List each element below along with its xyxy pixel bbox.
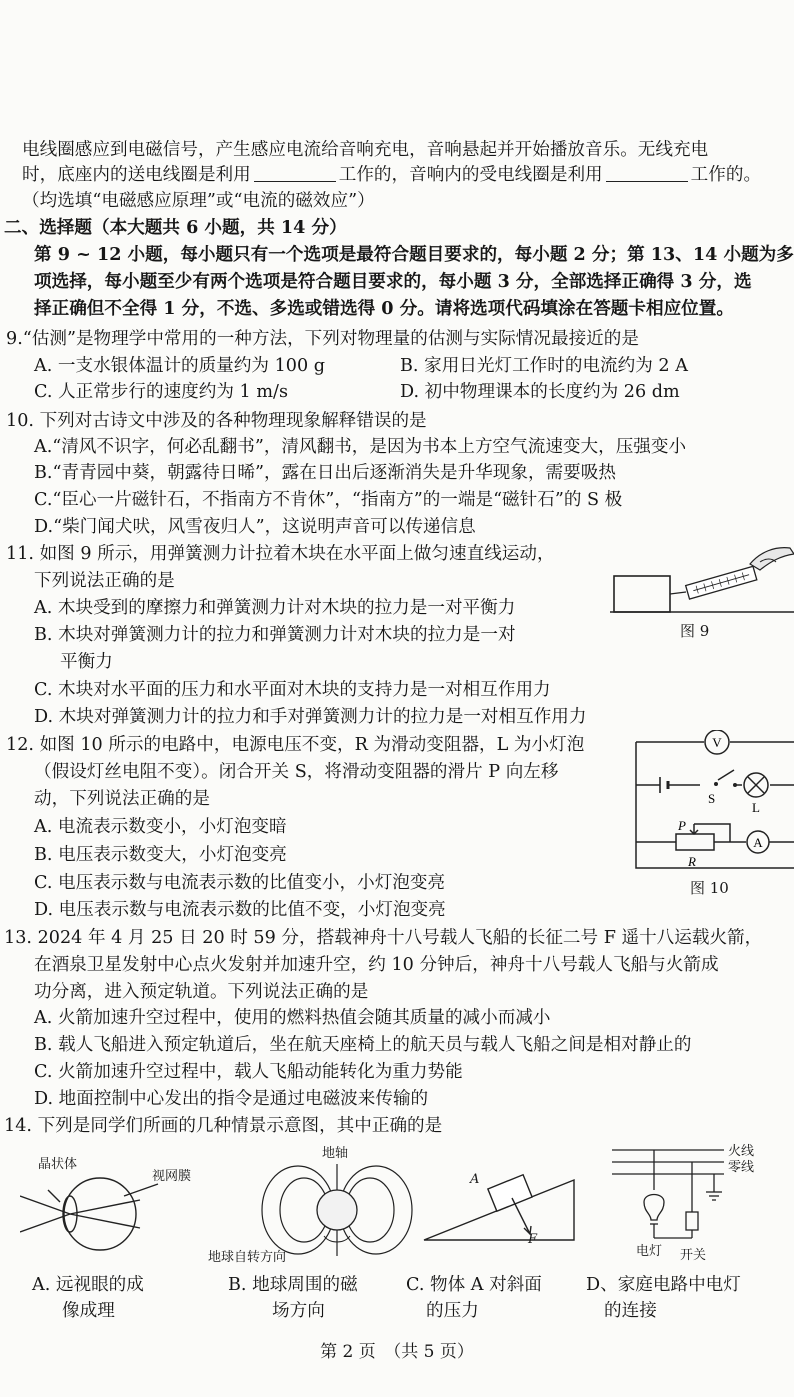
q13-option-a[interactable]: A. 火箭加速升空过程中，使用的燃料热值会随其质量的减小而减小 (34, 1008, 551, 1028)
figure-neutral-wire-label: 零线 (728, 1160, 755, 1175)
q8-line2 (22, 163, 761, 187)
figure-earth-caption-2[interactable]: 场方向 (272, 1301, 325, 1321)
page-footer: 第 2 页 （共 5 页） (320, 1342, 474, 1362)
figure-eye (20, 1170, 200, 1266)
q8-line3: （均选填“电磁感应原理”或“电流的磁效应”） (22, 191, 375, 211)
q9-option-a[interactable]: A. 一支水银体温计的质量约为 100 g (34, 356, 326, 376)
figure-earth-axis-label: 地轴 (322, 1146, 349, 1161)
q12-option-a[interactable]: A. 电流表示数变小，小灯泡变暗 (34, 817, 287, 837)
q8-line2-c: 工作的。 (690, 165, 762, 185)
ammeter-label: A (753, 835, 763, 850)
q10-stem: 10. 下列对古诗文中涉及的各种物理现象解释错误的是 (6, 411, 427, 431)
figure-earth-caption-1[interactable]: B. 地球周围的磁 (228, 1275, 358, 1295)
voltmeter-label: V (712, 735, 722, 750)
figure-10-caption: 图 10 (690, 879, 729, 897)
figure-10-circuit (630, 730, 794, 880)
figure-incline-caption-1[interactable]: C. 物体 A 对斜面 (406, 1275, 542, 1295)
answer-blank-1[interactable] (254, 163, 336, 182)
slider-label: P (678, 818, 686, 833)
figure-household-caption-1[interactable]: D、家庭电路中电灯 (586, 1275, 741, 1295)
q11-option-a[interactable]: A. 木块受到的摩擦力和弹簧测力计对木块的拉力是一对平衡力 (34, 598, 516, 618)
figure-incline (420, 1158, 580, 1258)
section-instructions-3: 择正确但不全得 1 分，不选、多选或错选得 0 分。请将选项代码填涂在答题卡相应位置。 (34, 298, 734, 319)
figure-incline-a-label: A (470, 1172, 480, 1187)
q11-stem-1: 11. 如图 9 所示，用弹簧测力计拉着木块在水平面上做匀速直线运动， (6, 544, 555, 564)
figure-incline-caption-2[interactable]: 的压力 (426, 1301, 479, 1321)
figure-eye-caption-1[interactable]: A. 远视眼的成 (32, 1275, 144, 1295)
q9-option-c[interactable]: C. 人正常步行的速度约为 1 m/s (34, 382, 288, 402)
figure-9-caption: 图 9 (680, 622, 710, 640)
q10-option-b[interactable]: B.“青青园中葵，朝露待日晞”，露在日出后逐渐消失是升华现象，需要吸热 (34, 463, 616, 483)
figure-eye-caption-2[interactable]: 像成理 (62, 1301, 115, 1321)
lamp-label: L (752, 800, 760, 815)
q11-stem-2: 下列说法正确的是 (34, 571, 175, 591)
q8-line2-a: 时，底座内的送电线圈是利用 (22, 165, 251, 185)
q13-stem-1: 13. 2024 年 4 月 25 日 20 时 59 分，搭载神舟十八号载人飞船的长征二号 F 遥十八运载火箭， (4, 928, 763, 948)
figure-eye-retina-label: 视网膜 (152, 1169, 192, 1184)
q12-option-c[interactable]: C. 电压表示数与电流表示数的比值变小，小灯泡变亮 (34, 873, 446, 893)
figure-eye-lens-label: 晶状体 (38, 1157, 78, 1172)
rheostat-label: R (688, 854, 696, 869)
q13-option-b[interactable]: B. 载人飞船进入预定轨道后，坐在航天座椅上的航天员与载人飞船之间是相对静止的 (34, 1035, 692, 1055)
q13-stem-3: 功分离，进入预定轨道。下列说法正确的是 (34, 982, 369, 1002)
q8-line2-b: 工作的，音响内的受电线圈是利用 (338, 165, 603, 185)
q9-option-d[interactable]: D. 初中物理课本的长度约为 26 dm (400, 382, 680, 402)
answer-blank-2[interactable] (606, 163, 688, 182)
figure-switch-label: 开关 (680, 1248, 707, 1263)
q10-option-d[interactable]: D.“柴门闻犬吠，风雪夜归人”，这说明声音可以传递信息 (34, 517, 476, 537)
section-instructions-1: 第 9 ~ 12 小题，每小题只有一个选项是最符合题目要求的，每小题 2 分；第 13、14 小题为多 (34, 244, 794, 265)
switch-label: S (708, 791, 716, 806)
q11-option-b-1[interactable]: B. 木块对弹簧测力计的拉力和弹簧测力计对木块的拉力是一对 (34, 625, 516, 645)
q10-option-a[interactable]: A.“清风不识字，何必乱翻书”，清风翻书，是因为书本上方空气流速变大，压强变小 (34, 437, 687, 457)
q12-option-d[interactable]: D. 电压表示数与电流表示数的比值不变，小灯泡变亮 (34, 900, 446, 920)
section-title: 二、选择题（本大题共 6 小题，共 14 分） (4, 217, 347, 238)
q12-option-b[interactable]: B. 电压表示数变大，小灯泡变亮 (34, 845, 287, 865)
q8-line1: 电线圈感应到电磁信号，产生感应电流给音响充电，音响悬起并开始播放音乐。无线充电 (22, 140, 709, 160)
q12-stem-2: （假设灯丝电阻不变）。闭合开关 S，将滑动变阻器的滑片 P 向左移 (34, 762, 559, 782)
q13-stem-2: 在酒泉卫星发射中心点火发射并加速升空，约 10 分钟后，神舟十八号载人飞船与火箭成 (34, 955, 719, 975)
q12-stem-3: 动，下列说法正确的是 (34, 789, 210, 809)
q11-option-d[interactable]: D. 木块对弹簧测力计的拉力和手对弹簧测力计的拉力是一对相互作用力 (34, 707, 587, 727)
figure-earth-rotation-label: 地球自转方向 (208, 1250, 287, 1265)
q9-option-b[interactable]: B. 家用日光灯工作时的电流约为 2 A (400, 356, 688, 376)
section-instructions-2: 项选择，每小题至少有两个选项是符合题目要求的，每小题 3 分，全部选择正确得 3 分，选 (34, 271, 752, 292)
q11-option-b-2[interactable]: 平衡力 (60, 652, 113, 672)
q13-option-c[interactable]: C. 火箭加速升空过程中，载人飞船动能转化为重力势能 (34, 1062, 463, 1082)
figure-9-spring-scale (610, 534, 794, 634)
figure-incline-f-label: F (528, 1232, 538, 1247)
figure-household-circuit (604, 1140, 744, 1248)
q14-stem: 14. 下列是同学们所画的几种情景示意图，其中正确的是 (4, 1116, 443, 1136)
q11-option-c[interactable]: C. 木块对水平面的压力和水平面对木块的支持力是一对相互作用力 (34, 680, 551, 700)
q13-option-d[interactable]: D. 地面控制中心发出的指令是通过电磁波来传输的 (34, 1089, 429, 1109)
q10-option-c[interactable]: C.“臣心一片磁针石，不指南方不肯休”，“指南方”的一端是“磁针石”的 S 极 (34, 490, 623, 510)
q12-stem-1: 12. 如图 10 所示的电路中，电源电压不变，R 为滑动变阻器，L 为小灯泡 (6, 735, 585, 755)
figure-live-wire-label: 火线 (728, 1144, 755, 1159)
q9-stem: 9.“估测”是物理学中常用的一种方法，下列对物理量的估测与实际情况最接近的是 (6, 329, 639, 349)
figure-lamp-label: 电灯 (636, 1244, 663, 1259)
figure-household-caption-2[interactable]: 的连接 (604, 1301, 657, 1321)
